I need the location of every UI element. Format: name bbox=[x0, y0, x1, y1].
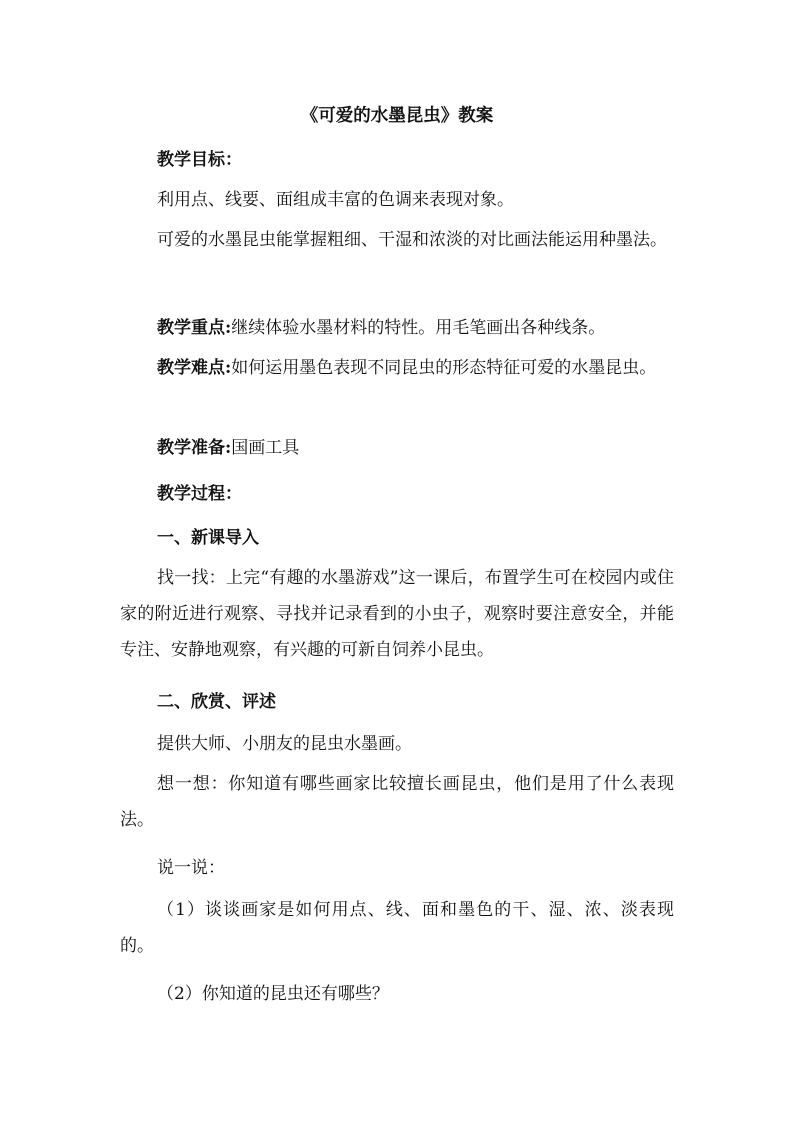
key-points-paragraph bbox=[120, 310, 674, 346]
process-heading: 教学过程： bbox=[157, 484, 242, 504]
question-1: （1）谈谈画家是如何用点、线、面和墨色的干、湿、浓、淡表现的。 bbox=[120, 900, 674, 956]
objectives-heading: 教学目标： bbox=[157, 150, 242, 170]
difficulties-text: 如何运用墨色表现不同昆虫的形态特征可爱的水墨昆虫。 bbox=[231, 358, 657, 378]
key-points-label: 教学重点: bbox=[157, 318, 232, 338]
section-2-paragraph-1: 提供大师、小朋友的昆虫水墨画。 bbox=[157, 734, 412, 754]
preparation-paragraph bbox=[120, 430, 674, 466]
section-2-heading: 二、欣赏、评述 bbox=[157, 692, 276, 712]
difficulties-paragraph bbox=[120, 350, 674, 386]
section-1-heading: 一、新课导入 bbox=[157, 528, 259, 548]
say-heading: 说一说： bbox=[157, 858, 225, 878]
preparation-text: 国画工具 bbox=[231, 438, 300, 458]
preparation-label: 教学准备: bbox=[157, 438, 232, 458]
difficulties-label: 教学难点: bbox=[157, 358, 232, 378]
question-2: （2）你知道的昆虫还有哪些？ bbox=[157, 984, 389, 1004]
document-title: 《可爱的水墨昆虫》教案 bbox=[300, 106, 494, 126]
objective-paragraph-1: 利用点、线要、面组成丰富的色调来表现对象。 bbox=[157, 190, 514, 210]
key-points-text: 继续体验水墨材料的特性。用毛笔画出各种线条。 bbox=[231, 318, 606, 338]
section-2-paragraph-2: 想一想：你知道有哪些画家比较擅长画昆虫，他们是用了什么表现法。 bbox=[120, 774, 674, 830]
section-1-paragraph: 找一找：上完“有趣的水墨游戏”这一课后，布置学生可在校园内或住家的附近进行观察、寻找并记录看到的小虫子，观察时要注意安全，并能专注、安静地观察，有兴趣的可新自饲养小昆虫。 bbox=[120, 568, 674, 660]
objective-paragraph-2: 可爱的水墨昆虫能掌握粗细、干湿和浓淡的对比画法能运用种墨法。 bbox=[157, 230, 667, 250]
